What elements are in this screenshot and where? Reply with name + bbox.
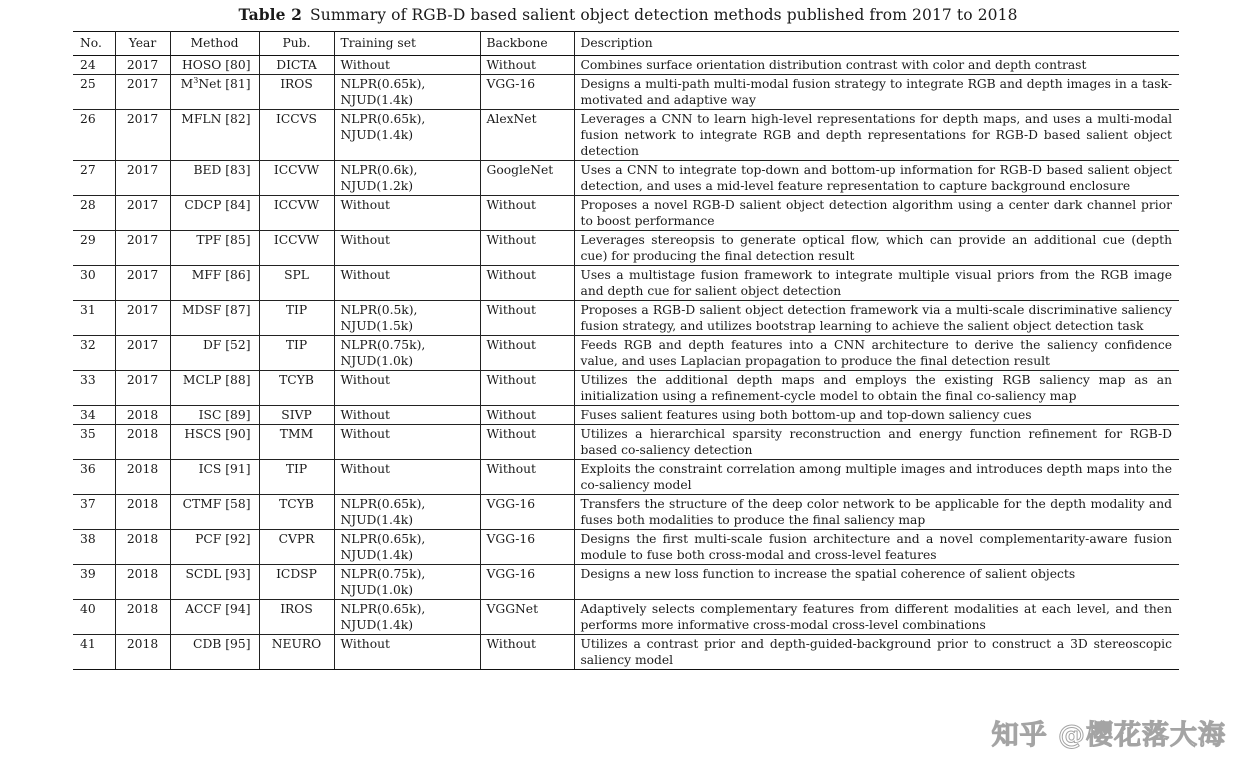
cell-pub: NEURO (259, 635, 334, 670)
method-prefix: M (180, 77, 194, 91)
cell-method: CDB [95] (170, 635, 259, 670)
cell-description: Utilizes a hierarchical sparsity reconstruction and energy function refinement for RGB-D based co-saliency detection (574, 425, 1179, 460)
cell-no: 41 (73, 635, 115, 670)
table-row (73, 161, 1179, 196)
col-header-backbone: Backbone (480, 32, 574, 56)
cell-pub: SIVP (259, 406, 334, 425)
cell-method: MCLP [88] (170, 371, 259, 406)
cell-no: 39 (73, 565, 115, 600)
table-row (73, 635, 1179, 670)
table-label: Table 2 (238, 5, 303, 24)
cell-year: 2017 (115, 196, 170, 231)
cell-description: Transfers the structure of the deep color network to be applicable for the depth modality and fuses both modalities to produce the final saliency map (574, 495, 1179, 530)
table-row (73, 266, 1179, 301)
cell-description: Proposes a novel RGB-D salient object detection algorithm using a center dark channel prior to boost performance (574, 196, 1179, 231)
cell-description: Leverages stereopsis to generate optical flow, which can provide an additional cue (depth cue) for producing the final detection result (574, 231, 1179, 266)
cell-year: 2017 (115, 110, 170, 161)
cell-no: 30 (73, 266, 115, 301)
cell-backbone: VGGNet (480, 600, 574, 635)
cell-no: 29 (73, 231, 115, 266)
cell-year: 2018 (115, 565, 170, 600)
cell-no: 36 (73, 460, 115, 495)
cell-pub: TCYB (259, 495, 334, 530)
cell-description: Leverages a CNN to learn high-level representations for depth maps, and uses a multi-modal fusion network to integrate RGB and depth representations for RGB-D based salient object detection (574, 110, 1179, 161)
cell-backbone: Without (480, 266, 574, 301)
table-row (73, 231, 1179, 266)
cell-backbone: Without (480, 231, 574, 266)
cell-method: CTMF [58] (170, 495, 259, 530)
cell-description: Utilizes a contrast prior and depth-guided-background prior to construct a 3D stereoscopic saliency model (574, 635, 1179, 670)
table-row (73, 495, 1179, 530)
cell-description: Designs a multi-path multi-modal fusion strategy to integrate RGB and depth images in a task-motivated and adaptive way (574, 75, 1179, 110)
cell-year: 2017 (115, 336, 170, 371)
cell-training-set: Without (334, 635, 480, 670)
cell-pub: ICCVW (259, 161, 334, 196)
cell-pub: SPL (259, 266, 334, 301)
cell-description: Feeds RGB and depth features into a CNN architecture to derive the saliency confidence value, and uses Laplacian propagation to produce the final detection result (574, 336, 1179, 371)
table-title: Summary of RGB-D based salient object detection methods published from 2017 to 2018 (310, 6, 1018, 24)
method-superscript: 3 (193, 76, 199, 85)
col-header-no: No. (73, 32, 115, 56)
cell-training-set: NLPR(0.65k), NJUD(1.4k) (334, 110, 480, 161)
cell-training-set: NLPR(0.6k), NJUD(1.2k) (334, 161, 480, 196)
cell-year: 2017 (115, 56, 170, 75)
cell-description: Combines surface orientation distribution contrast with color and depth contrast (574, 56, 1179, 75)
cell-training-set: NLPR(0.65k), NJUD(1.4k) (334, 75, 480, 110)
cell-year: 2018 (115, 460, 170, 495)
cell-backbone: Without (480, 56, 574, 75)
cell-method: MFLN [82] (170, 110, 259, 161)
cell-backbone: VGG-16 (480, 495, 574, 530)
cell-backbone: AlexNet (480, 110, 574, 161)
col-header-pub: Pub. (259, 32, 334, 56)
cell-method: SCDL [93] (170, 565, 259, 600)
col-header-method: Method (170, 32, 259, 56)
cell-backbone: VGG-16 (480, 530, 574, 565)
cell-year: 2018 (115, 530, 170, 565)
cell-method: ISC [89] (170, 406, 259, 425)
cell-description: Exploits the constraint correlation among multiple images and introduces depth maps into the co-saliency model (574, 460, 1179, 495)
cell-pub: CVPR (259, 530, 334, 565)
cell-method: ACCF [94] (170, 600, 259, 635)
table-row (73, 406, 1179, 425)
cell-year: 2017 (115, 371, 170, 406)
cell-pub: TIP (259, 301, 334, 336)
cell-method: HSCS [90] (170, 425, 259, 460)
cell-no: 32 (73, 336, 115, 371)
table-row (73, 371, 1179, 406)
cell-description: Designs a new loss function to increase the spatial coherence of salient objects (574, 565, 1179, 600)
cell-training-set: Without (334, 266, 480, 301)
cell-training-set: NLPR(0.5k), NJUD(1.5k) (334, 301, 480, 336)
cell-training-set: NLPR(0.75k), NJUD(1.0k) (334, 336, 480, 371)
cell-year: 2018 (115, 635, 170, 670)
cell-pub: ICCVW (259, 196, 334, 231)
cell-year: 2018 (115, 425, 170, 460)
cell-method: MFF [86] (170, 266, 259, 301)
cell-training-set: Without (334, 406, 480, 425)
table-row (73, 110, 1179, 161)
cell-no: 35 (73, 425, 115, 460)
col-header-training-set: Training set (334, 32, 480, 56)
cell-method: BED [83] (170, 161, 259, 196)
cell-training-set: Without (334, 231, 480, 266)
table-row (73, 56, 1179, 75)
cell-method: DF [52] (170, 336, 259, 371)
cell-method (170, 75, 259, 110)
table-row (73, 336, 1179, 371)
cell-pub: TMM (259, 425, 334, 460)
cell-backbone: Without (480, 406, 574, 425)
cell-description: Uses a multistage fusion framework to integrate multiple visual priors from the RGB image and depth cue for salient object detection (574, 266, 1179, 301)
table-row (73, 565, 1179, 600)
cell-pub: ICCVS (259, 110, 334, 161)
cell-backbone: Without (480, 371, 574, 406)
cell-no: 34 (73, 406, 115, 425)
cell-training-set: NLPR(0.65k), NJUD(1.4k) (334, 530, 480, 565)
cell-backbone: Without (480, 425, 574, 460)
cell-description: Utilizes the additional depth maps and employs the existing RGB saliency map as an initialization using a refinement-cycle model to obtain the final co-saliency map (574, 371, 1179, 406)
cell-no: 31 (73, 301, 115, 336)
cell-method: PCF [92] (170, 530, 259, 565)
cell-description: Fuses salient features using both bottom-up and top-down saliency cues (574, 406, 1179, 425)
cell-backbone: VGG-16 (480, 75, 574, 110)
cell-no: 37 (73, 495, 115, 530)
cell-backbone: Without (480, 196, 574, 231)
cell-backbone: Without (480, 635, 574, 670)
cell-year: 2017 (115, 301, 170, 336)
cell-backbone: VGG-16 (480, 565, 574, 600)
col-header-year: Year (115, 32, 170, 56)
cell-pub: ICCVW (259, 231, 334, 266)
cell-training-set: Without (334, 196, 480, 231)
cell-pub: TIP (259, 460, 334, 495)
cell-pub: ICDSP (259, 565, 334, 600)
cell-no: 38 (73, 530, 115, 565)
cell-no: 27 (73, 161, 115, 196)
cell-pub: TIP (259, 336, 334, 371)
cell-method: CDCP [84] (170, 196, 259, 231)
method-name: Net [81] (198, 77, 251, 91)
cell-backbone: Without (480, 301, 574, 336)
cell-pub: IROS (259, 600, 334, 635)
cell-pub: IROS (259, 75, 334, 110)
table-row (73, 301, 1179, 336)
cell-pub: DICTA (259, 56, 334, 75)
table-row (73, 460, 1179, 495)
table-caption (0, 5, 1256, 24)
cell-backbone: Without (480, 336, 574, 371)
table-body (73, 56, 1179, 670)
cell-year: 2017 (115, 231, 170, 266)
cell-training-set: NLPR(0.65k), NJUD(1.4k) (334, 495, 480, 530)
cell-backbone: Without (480, 460, 574, 495)
cell-year: 2017 (115, 161, 170, 196)
table-row (73, 425, 1179, 460)
cell-year: 2018 (115, 600, 170, 635)
cell-description: Adaptively selects complementary features from different modalities at each level, and then performs more informative cross-modal cross-level combinations (574, 600, 1179, 635)
table-row (73, 75, 1179, 110)
cell-year: 2018 (115, 406, 170, 425)
cell-no: 28 (73, 196, 115, 231)
cell-description: Uses a CNN to integrate top-down and bottom-up information for RGB-D based salient object detection, and uses a mid-level feature representation to capture background enclosure (574, 161, 1179, 196)
cell-no: 33 (73, 371, 115, 406)
methods-table (73, 31, 1179, 670)
cell-backbone: GoogleNet (480, 161, 574, 196)
table-header-row (73, 32, 1179, 56)
cell-year: 2018 (115, 495, 170, 530)
cell-method: TPF [85] (170, 231, 259, 266)
cell-training-set: NLPR(0.75k), NJUD(1.0k) (334, 565, 480, 600)
table-row (73, 530, 1179, 565)
col-header-description: Description (574, 32, 1179, 56)
table-row (73, 196, 1179, 231)
cell-training-set: Without (334, 371, 480, 406)
cell-training-set: NLPR(0.65k), NJUD(1.4k) (334, 600, 480, 635)
cell-no: 26 (73, 110, 115, 161)
cell-description: Proposes a RGB-D salient object detection framework via a multi-scale discriminative saliency fusion strategy, and utilizes bootstrap learning to achieve the salient object detection task (574, 301, 1179, 336)
table-row (73, 600, 1179, 635)
cell-training-set: Without (334, 56, 480, 75)
cell-year: 2017 (115, 75, 170, 110)
cell-pub: TCYB (259, 371, 334, 406)
cell-year: 2017 (115, 266, 170, 301)
cell-method: ICS [91] (170, 460, 259, 495)
cell-method: MDSF [87] (170, 301, 259, 336)
cell-no: 40 (73, 600, 115, 635)
cell-method: HOSO [80] (170, 56, 259, 75)
cell-training-set: Without (334, 460, 480, 495)
cell-no: 24 (73, 56, 115, 75)
cell-no: 25 (73, 75, 115, 110)
cell-training-set: Without (334, 425, 480, 460)
watermark: 知乎 @樱花落大海 (991, 720, 1226, 751)
cell-description: Designs the first multi-scale fusion architecture and a novel complementarity-aware fusion module to fuse both cross-modal and cross-level features (574, 530, 1179, 565)
